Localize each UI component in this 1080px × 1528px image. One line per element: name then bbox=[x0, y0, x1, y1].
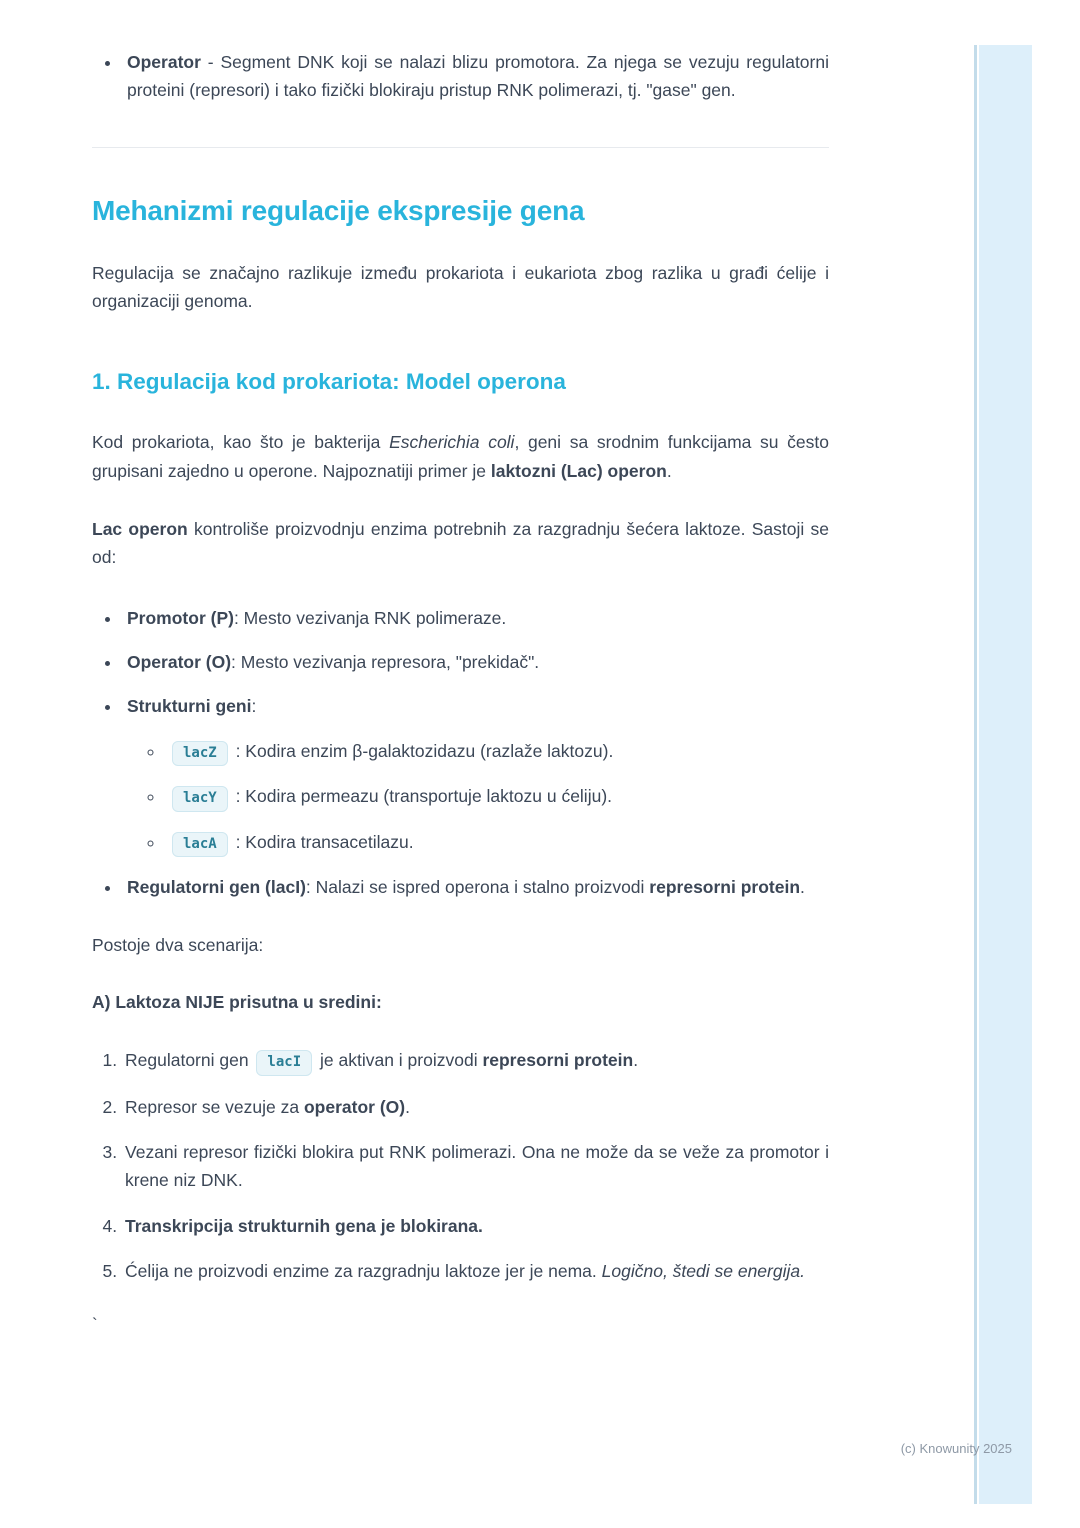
document-content bbox=[92, 48, 829, 1339]
lac-operon-list bbox=[92, 604, 829, 902]
section-divider bbox=[92, 147, 829, 148]
body-text: : bbox=[251, 696, 257, 717]
list-item-lacA bbox=[165, 828, 829, 858]
list-item-regulatory-gene bbox=[122, 873, 829, 901]
scrollbar[interactable] bbox=[974, 45, 977, 1504]
body-text: . bbox=[633, 1050, 639, 1071]
body-text: Represor se vezuje za bbox=[125, 1096, 304, 1117]
body-text: - Segment DNK koji se nalazi blizu promotora. Za njega se vezuju regulatorni proteini (represori) i tako fizički blokiraju pristup RNK polimerazi, tj. "gase" gen. bbox=[127, 52, 829, 101]
bold-text: Strukturni geni bbox=[127, 696, 252, 717]
body-text: : Kodira enzim β-galaktozidazu (razlaže laktozu). bbox=[230, 740, 614, 761]
bold-text: Transkripcija strukturnih gena je blokirana. bbox=[125, 1215, 483, 1236]
structural-genes-sublist bbox=[127, 737, 829, 858]
body-text: : Nalazi se ispred operona i stalno proizvodi bbox=[305, 877, 650, 898]
paragraph-regulation-intro: Regulacija se značajno razlikuje između prokariota i eukariota zbog razlika u građi ćelije i organizaciji genoma. bbox=[92, 263, 829, 312]
body-text: Ćelija ne proizvodi enzime za razgradnju laktoze jer je nema. bbox=[125, 1260, 602, 1281]
body-text: . bbox=[666, 460, 672, 481]
paragraph-prokaryote-operons bbox=[92, 428, 829, 485]
list-item-lacY bbox=[165, 782, 829, 812]
page-margin-strip bbox=[979, 45, 1032, 1504]
list-item-lacZ bbox=[165, 737, 829, 767]
list-item-operator bbox=[122, 648, 829, 676]
italic-species-name: Escherichia coli bbox=[389, 432, 515, 453]
bold-text: Operator (O) bbox=[127, 651, 232, 672]
bold-text: Operator bbox=[127, 52, 201, 72]
list-item-operator-intro bbox=[122, 48, 829, 105]
paragraph-lac-operon bbox=[92, 515, 829, 572]
body-text: : Kodira permeazu (transportuje laktozu u ćeliju). bbox=[230, 786, 613, 807]
body-text: . bbox=[800, 877, 805, 898]
code-chip-lacI: lacI bbox=[256, 1050, 312, 1076]
code-chip-lacZ: lacZ bbox=[172, 741, 228, 767]
body-text: Vezani represor fizički blokira put RNK polimerazi. Ona ne može da se veže za promotor i krene niz DNK. bbox=[125, 1141, 829, 1191]
scenario-a-steps bbox=[92, 1046, 829, 1285]
copyright-notice: (c) Knowunity 2025 bbox=[900, 1441, 1012, 1456]
italic-text: Logično, štedi se energija. bbox=[601, 1260, 805, 1281]
code-chip-lacA: lacA bbox=[172, 832, 228, 858]
section-title-prokaryotes: 1. Regulacija kod prokariota: Model operona bbox=[92, 368, 566, 394]
body-text: kontroliše proizvodnju enzima potrebnih za razgradnju šećera laktoze. Sastoji se od: bbox=[92, 518, 830, 568]
body-text: : Mesto vezivanja represora, "prekidač". bbox=[231, 651, 540, 672]
body-text: : Kodira transacetilazu. bbox=[230, 831, 414, 852]
step-4 bbox=[122, 1212, 829, 1240]
body-text: je aktivan i proizvodi bbox=[315, 1050, 483, 1071]
body-text: : Mesto vezivanja RNK polimeraze. bbox=[233, 607, 507, 628]
step-3 bbox=[122, 1138, 829, 1195]
body-text: Kod prokariota, kao što je bakterija bbox=[92, 432, 390, 453]
step-2 bbox=[122, 1093, 829, 1121]
intro-bullet-list bbox=[92, 48, 829, 105]
stray-backtick: ` bbox=[92, 1315, 98, 1335]
body-text: , geni sa srodnim funkcijama su često grupisani zajedno u operone. Najpoznatiji primer je bbox=[92, 432, 829, 481]
step-1 bbox=[122, 1046, 829, 1076]
bold-text: laktozni (Lac) operon bbox=[490, 460, 667, 481]
body-text: Regulatorni gen bbox=[125, 1050, 254, 1071]
paragraph-two-scenarios: Postoje dva scenarija: bbox=[92, 935, 264, 956]
page-title: Mehanizmi regulacije ekspresije gena bbox=[92, 194, 585, 226]
bold-text: Lac operon bbox=[92, 518, 188, 539]
bold-text: represorni protein bbox=[482, 1050, 634, 1071]
code-chip-lacY: lacY bbox=[172, 786, 228, 812]
bold-text: represorni protein bbox=[649, 877, 801, 898]
bold-text: operator (O) bbox=[303, 1096, 406, 1117]
scenario-a-heading: A) Laktoza NIJE prisutna u sredini: bbox=[92, 991, 382, 1012]
step-5 bbox=[122, 1257, 829, 1285]
list-item-promotor bbox=[122, 604, 829, 632]
list-item-structural-genes bbox=[122, 692, 829, 857]
bold-text: Promotor (P) bbox=[127, 607, 234, 628]
bold-text: Regulatorni gen (lacI) bbox=[127, 877, 306, 898]
body-text: . bbox=[405, 1096, 410, 1117]
